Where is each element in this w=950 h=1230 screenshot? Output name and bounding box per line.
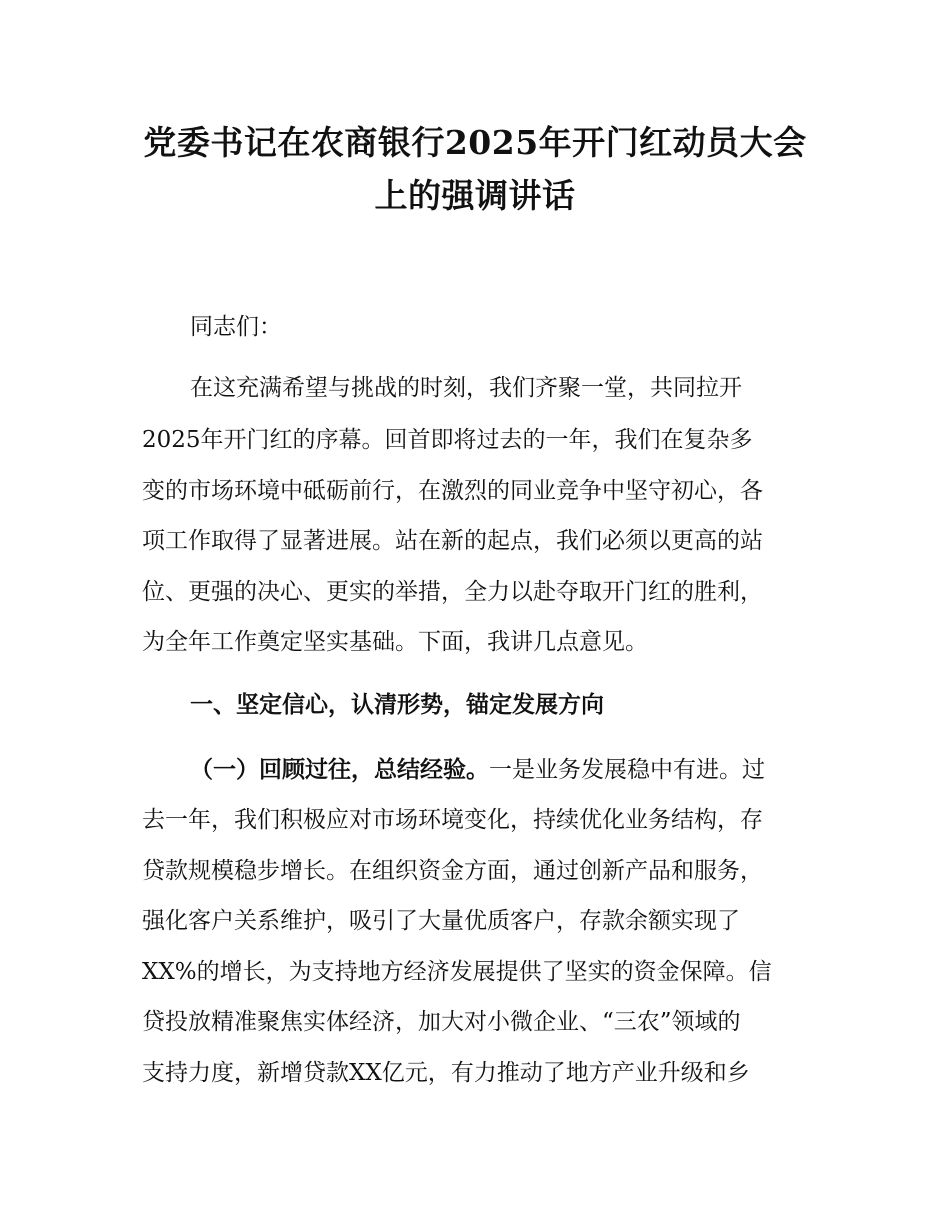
document-title	[120, 116, 830, 222]
subsection-line-7: 支持力度，新增贷款XX亿元，有力推动了地方产业升级和乡	[142, 1060, 750, 1086]
subsection-line-1	[190, 755, 870, 785]
subsection-line-2: 去一年，我们积极应对市场环境变化，持续优化业务结构，存	[142, 807, 763, 833]
section-heading-1: 一、坚定信心，认清形势，锚定发展方向	[190, 691, 604, 718]
intro-line-4: 项工作取得了显著进展。站在新的起点，我们必须以更高的站	[142, 528, 763, 554]
intro-line-6: 为全年工作奠定坚实基础。下面，我讲几点意见。	[142, 629, 648, 655]
subsection-heading: （一）回顾过往，总结经验。	[190, 756, 489, 783]
intro-line-3: 变的市场环境中砥砺前行，在激烈的同业竞争中坚守初心，各	[142, 478, 763, 504]
intro-line-5: 位、更强的决心、更实的举措，全力以赴夺取开门红的胜利，	[142, 579, 763, 605]
subsection-line-4: 强化客户关系维护，吸引了大量优质客户，存款余额实现了	[142, 908, 740, 934]
subsection-line-3: 贷款规模稳步增长。在组织资金方面，通过创新产品和服务，	[142, 858, 763, 884]
subsection-line-6: 贷投放精准聚焦实体经济，加大对小微企业、“三农”领域的	[142, 1009, 741, 1035]
title-line-2: 上的强调讲话	[374, 176, 576, 215]
intro-line-1: 在这充满希望与挑战的时刻，我们齐聚一堂，共同拉开	[190, 375, 742, 401]
title-line-1: 党委书记在农商银行2025年开门红动员大会	[143, 123, 807, 162]
salutation: 同志们：	[190, 314, 282, 340]
intro-line-2: 2025年开门红的序幕。回首即将过去的一年，我们在复杂多	[142, 427, 753, 453]
subsection-first-text: 一是业务发展稳中有进。过	[489, 757, 765, 783]
subsection-line-5: XX%的增长，为支持地方经济发展提供了坚实的资金保障。信	[142, 959, 772, 985]
